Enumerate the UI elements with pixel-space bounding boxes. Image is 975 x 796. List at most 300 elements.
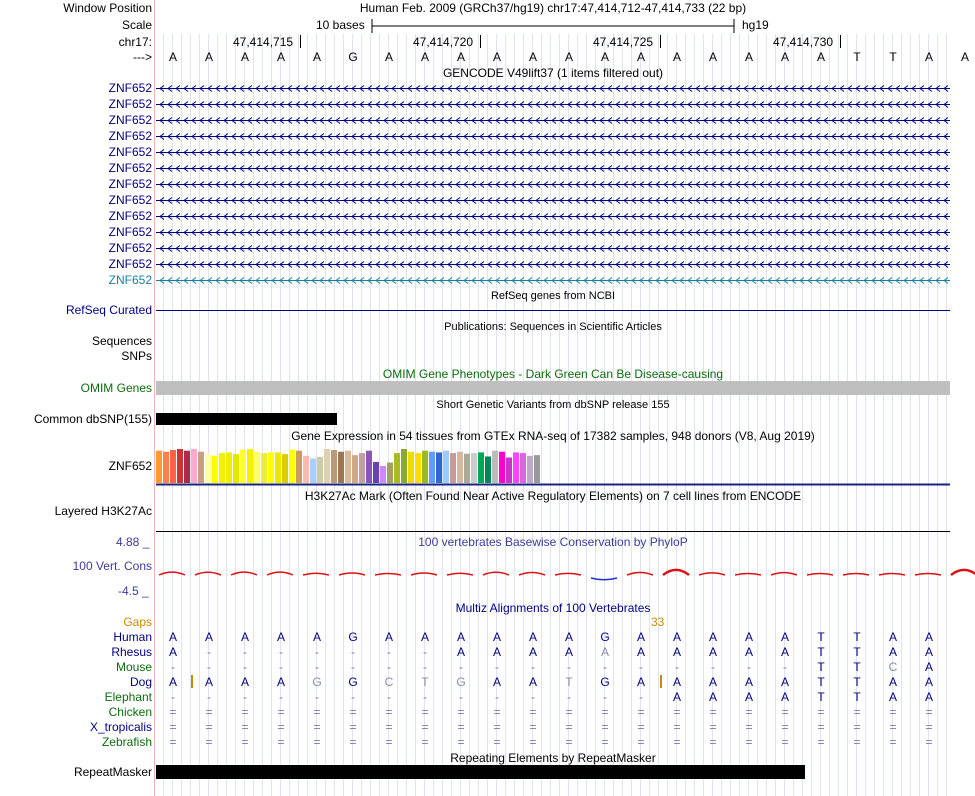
alignment-base: = xyxy=(529,705,537,719)
alignment-base: = xyxy=(673,735,681,749)
snps-label[interactable]: SNPs xyxy=(121,349,152,363)
phylop-score-mark xyxy=(267,572,293,575)
gtex-tissue-bar xyxy=(478,452,484,483)
alignment-base: A xyxy=(420,630,429,644)
position-tick-1: 47,414,715 xyxy=(233,35,294,49)
gtex-tissue-bar xyxy=(380,466,386,483)
alignment-base: = xyxy=(493,720,501,734)
alignment-base: - xyxy=(423,690,427,704)
repeatmasker-label[interactable]: RepeatMasker xyxy=(73,765,152,779)
gencode-gene-label[interactable]: ZNF652 xyxy=(108,177,152,191)
alignment-base: A xyxy=(492,645,501,659)
alignment-base: A xyxy=(744,630,753,644)
phylop-score-mark xyxy=(303,573,329,575)
phylop-score-mark xyxy=(699,573,725,575)
alignment-base: = xyxy=(241,735,249,749)
alignment-base: A xyxy=(924,645,933,659)
alignment-base: T xyxy=(817,645,825,659)
repeatmasker-track-title: Repeating Elements by RepeatMasker xyxy=(450,751,656,765)
alignment-base: - xyxy=(639,690,643,704)
gencode-transcript[interactable] xyxy=(156,273,950,287)
alignment-base: - xyxy=(351,690,355,704)
phylop-score-mark xyxy=(483,572,509,575)
dbsnp-label[interactable]: Common dbSNP(155) xyxy=(33,412,152,426)
refseq-label[interactable]: RefSeq Curated xyxy=(65,303,152,317)
alignment-base: = xyxy=(925,720,933,734)
gtex-tissue-bar xyxy=(422,451,428,483)
conservation-max: 4.88 _ xyxy=(116,535,150,549)
gtex-label[interactable]: ZNF652 xyxy=(108,459,152,473)
position-tick-2: 47,414,720 xyxy=(413,35,474,49)
alignment-base: - xyxy=(675,660,679,674)
alignment-base: - xyxy=(639,660,643,674)
alignment-base: T xyxy=(853,690,861,704)
alignment-base: G xyxy=(348,675,358,689)
conservation-track-title: 100 vertebrates Basewise Conservation by PhyloP xyxy=(418,535,688,549)
alignment-base: = xyxy=(457,705,465,719)
alignment-base: A xyxy=(780,690,789,704)
phylop-score-mark xyxy=(879,574,905,576)
species-label[interactable]: X_tropicalis xyxy=(89,720,152,734)
alignment-base: = xyxy=(205,720,213,734)
gtex-tissue-bar xyxy=(303,456,309,483)
alignment-base: = xyxy=(709,720,717,734)
alignment-base: = xyxy=(601,735,609,749)
alignment-base: = xyxy=(673,705,681,719)
reference-base: A xyxy=(780,50,789,64)
gtex-tissue-bar xyxy=(527,456,533,483)
phylop-score-mark xyxy=(231,572,257,575)
phylop-score-mark xyxy=(339,573,365,575)
reference-base: A xyxy=(672,50,681,64)
alignment-base: - xyxy=(279,690,283,704)
alignment-base: - xyxy=(459,660,463,674)
gtex-tissue-bar xyxy=(394,453,400,483)
alignment-base: = xyxy=(457,720,465,734)
gtex-tissue-bar xyxy=(331,450,337,483)
gencode-transcript[interactable] xyxy=(156,193,950,207)
alignment-base: = xyxy=(493,735,501,749)
gtex-tissue-bar xyxy=(247,449,253,483)
gtex-tissue-bar xyxy=(359,453,365,483)
gtex-tissue-bar xyxy=(163,452,169,483)
alignment-base: = xyxy=(313,705,321,719)
alignment-base: A xyxy=(528,675,537,689)
gencode-transcript[interactable] xyxy=(156,257,950,271)
h3k27ac-baseline xyxy=(156,531,950,532)
species-label[interactable]: Chicken xyxy=(108,705,152,719)
gencode-transcript[interactable] xyxy=(156,241,950,255)
omim-bar[interactable] xyxy=(156,381,950,395)
gtex-tissue-bar xyxy=(240,450,246,483)
reference-base: A xyxy=(636,50,645,64)
alignment-base: - xyxy=(387,660,391,674)
conservation-label[interactable]: 100 Vert. Cons xyxy=(72,559,152,573)
gtex-tissue-bar xyxy=(184,451,190,483)
gtex-tissue-bar xyxy=(345,451,351,483)
position-tick-3: 47,414,725 xyxy=(593,35,654,49)
alignment-base: - xyxy=(171,660,175,674)
alignment-base: A xyxy=(492,630,501,644)
alignment-base: = xyxy=(385,705,393,719)
alignment-base: A xyxy=(384,630,393,644)
alignment-base: A xyxy=(708,675,717,689)
phylop-score-mark xyxy=(951,570,975,575)
alignment-base: T xyxy=(817,675,825,689)
gtex-tissue-bar xyxy=(296,451,302,483)
gtex-tissue-bar xyxy=(366,451,372,483)
position-tick-4: 47,414,730 xyxy=(773,35,834,49)
gtex-tissue-bar xyxy=(268,452,274,483)
gtex-tissue-bar xyxy=(464,454,470,483)
alignment-base: - xyxy=(603,660,607,674)
gtex-tissue-bar xyxy=(282,454,288,483)
gencode-gene-label[interactable]: ZNF652 xyxy=(108,81,152,95)
phylop-score-mark xyxy=(663,570,689,575)
alignment-base: T xyxy=(421,675,429,689)
alignment-base: - xyxy=(423,660,427,674)
alignment-base: A xyxy=(672,675,681,689)
gtex-tissue-bar xyxy=(499,452,505,483)
phylop-score-mark xyxy=(195,572,221,575)
alignment-base: A xyxy=(780,645,789,659)
gencode-transcript[interactable] xyxy=(156,145,950,159)
alignment-base: = xyxy=(241,720,249,734)
phylop-score-mark xyxy=(555,573,581,575)
alignment-base: = xyxy=(241,705,249,719)
gtex-tissue-bar xyxy=(429,452,435,483)
alignment-base: = xyxy=(637,705,645,719)
alignment-base: A xyxy=(708,645,717,659)
gencode-gene-label[interactable]: ZNF652 xyxy=(108,97,152,111)
alignment-base: - xyxy=(495,690,499,704)
alignment-base: = xyxy=(169,735,177,749)
alignment-base: = xyxy=(493,705,501,719)
alignment-base: A xyxy=(636,675,645,689)
alignment-base: A xyxy=(924,630,933,644)
reference-base: A xyxy=(312,50,321,64)
phylop-score-mark xyxy=(519,572,545,575)
gaps-label[interactable]: Gaps xyxy=(123,615,152,629)
alignment-base: A xyxy=(744,690,753,704)
gtex-tissue-bar xyxy=(415,453,421,483)
scale-bar xyxy=(370,16,740,36)
species-label[interactable]: Mouse xyxy=(115,660,152,674)
species-label[interactable]: Zebrafish xyxy=(101,735,152,749)
gencode-gene-label[interactable]: ZNF652 xyxy=(108,145,152,159)
alignment-base: = xyxy=(529,720,537,734)
gtex-tissue-bar xyxy=(191,449,197,483)
alignment-base: - xyxy=(171,690,175,704)
gencode-transcript[interactable] xyxy=(156,81,950,95)
alignment-base: = xyxy=(277,720,285,734)
reference-base: T xyxy=(889,50,897,64)
alignment-base: = xyxy=(781,720,789,734)
alignment-base: = xyxy=(853,720,861,734)
gtex-tissue-bar xyxy=(233,454,239,483)
alignment-base: A xyxy=(744,675,753,689)
strand-label: ---> xyxy=(133,50,152,64)
alignment-base: = xyxy=(745,735,753,749)
alignment-base: = xyxy=(889,720,897,734)
alignment-base: A xyxy=(204,630,213,644)
alignment-base: - xyxy=(567,660,571,674)
alignment-base: A xyxy=(240,675,249,689)
gtex-tissue-bar xyxy=(513,452,519,483)
gtex-tissue-bar xyxy=(534,455,540,483)
gap-marker xyxy=(191,675,193,688)
reference-base: A xyxy=(600,50,609,64)
phylop-score-mark xyxy=(771,573,797,575)
gencode-gene-label[interactable]: ZNF652 xyxy=(108,225,152,239)
phylop-score-mark xyxy=(411,573,437,575)
gtex-tissue-bar xyxy=(436,452,442,483)
refseq-track-title: RefSeq genes from NCBI xyxy=(490,290,616,302)
gtex-tissue-bar xyxy=(373,462,379,483)
gencode-transcript[interactable] xyxy=(156,209,950,223)
alignment-base: - xyxy=(351,660,355,674)
alignment-base: A xyxy=(924,690,933,704)
alignment-base: = xyxy=(277,735,285,749)
alignment-base: T xyxy=(853,630,861,644)
alignment-base: A xyxy=(528,645,537,659)
alignment-base: = xyxy=(817,720,825,734)
alignment-base: = xyxy=(349,705,357,719)
reference-base: A xyxy=(744,50,753,64)
gtex-tissue-bar xyxy=(338,452,344,483)
alignment-base: A xyxy=(888,645,897,659)
gencode-transcript[interactable] xyxy=(156,177,950,191)
omim-track-title: OMIM Gene Phenotypes - Dark Green Can Be Disease-causing xyxy=(382,367,724,381)
gtex-tissue-bar xyxy=(254,452,260,483)
species-label[interactable]: Dog xyxy=(129,675,152,689)
alignment-base: = xyxy=(565,735,573,749)
species-label[interactable]: Elephant xyxy=(104,690,152,704)
gtex-tissue-bar xyxy=(450,453,456,483)
alignment-base: - xyxy=(279,645,283,659)
reference-base: A xyxy=(384,50,393,64)
alignment-base: A xyxy=(168,630,177,644)
alignment-base: T xyxy=(853,675,861,689)
alignment-base: = xyxy=(457,735,465,749)
reference-base: A xyxy=(816,50,825,64)
alignment-base: A xyxy=(636,645,645,659)
alignment-base: = xyxy=(421,705,429,719)
alignment-base: A xyxy=(492,675,501,689)
sequences-label[interactable]: Sequences xyxy=(91,334,152,348)
alignment-base: = xyxy=(781,735,789,749)
reference-base: A xyxy=(924,50,933,64)
alignment-base: C xyxy=(888,660,898,674)
chrom-label: chr17: xyxy=(118,35,152,49)
gtex-tissue-bar xyxy=(198,452,204,483)
reference-base: A xyxy=(960,50,969,64)
alignment-base: - xyxy=(747,660,751,674)
phylop-score-mark xyxy=(627,572,653,575)
gencode-transcript[interactable] xyxy=(156,97,950,111)
alignment-base: - xyxy=(351,645,355,659)
repeatmasker-feature[interactable] xyxy=(156,765,805,779)
omim-label[interactable]: OMIM Genes xyxy=(80,381,152,395)
alignment-base: - xyxy=(315,645,319,659)
alignment-base: A xyxy=(204,675,213,689)
alignment-base: A xyxy=(276,675,285,689)
gencode-transcript[interactable] xyxy=(156,161,950,175)
gencode-gene-label[interactable]: ZNF652 xyxy=(108,209,152,223)
alignment-base: A xyxy=(672,630,681,644)
alignment-base: - xyxy=(531,690,535,704)
alignment-base: - xyxy=(423,645,427,659)
gencode-gene-label[interactable]: ZNF652 xyxy=(108,161,152,175)
alignment-base: A xyxy=(672,645,681,659)
alignment-base: - xyxy=(315,660,319,674)
alignment-base: = xyxy=(673,720,681,734)
alignment-base: A xyxy=(708,630,717,644)
alignment-base: A xyxy=(240,630,249,644)
alignment-base: = xyxy=(205,735,213,749)
gtex-tissue-bar xyxy=(324,449,330,483)
alignment-base: = xyxy=(385,735,393,749)
alignment-base: C xyxy=(384,675,394,689)
alignment-base: - xyxy=(567,690,571,704)
alignment-base: T xyxy=(853,660,861,674)
species-label[interactable]: Human xyxy=(113,630,152,644)
alignment-base: = xyxy=(421,720,429,734)
gtex-chart[interactable] xyxy=(0,443,950,487)
alignment-base: - xyxy=(207,690,211,704)
alignment-base: = xyxy=(637,720,645,734)
dbsnp-track-title: Short Genetic Variants from dbSNP release 155 xyxy=(436,399,670,411)
alignment-base: A xyxy=(888,675,897,689)
alignment-base: G xyxy=(456,675,466,689)
alignment-base: A xyxy=(312,630,321,644)
alignment-base: A xyxy=(564,630,573,644)
alignment-base: A xyxy=(924,675,933,689)
alignment-base: = xyxy=(205,705,213,719)
phylop-score-mark xyxy=(807,574,833,576)
alignment-base: A xyxy=(528,630,537,644)
alignment-base: = xyxy=(565,705,573,719)
alignment-base: - xyxy=(387,690,391,704)
gencode-gene-label[interactable]: ZNF652 xyxy=(108,193,152,207)
gencode-transcript[interactable] xyxy=(156,113,950,127)
reference-base: A xyxy=(420,50,429,64)
dbsnp-feature[interactable] xyxy=(156,413,337,425)
conservation-min: -4.5 _ xyxy=(118,584,149,598)
gencode-transcript[interactable] xyxy=(156,225,950,239)
alignment-base: - xyxy=(207,660,211,674)
position-ticks xyxy=(0,34,950,50)
alignment-base: A xyxy=(456,630,465,644)
alignment-base: = xyxy=(169,720,177,734)
alignment-base: = xyxy=(385,720,393,734)
phylop-score-mark xyxy=(375,574,401,576)
alignment-base: - xyxy=(207,645,211,659)
reference-base: A xyxy=(456,50,465,64)
alignment-base: = xyxy=(925,705,933,719)
alignment-base: A xyxy=(168,675,177,689)
alignment-base: A xyxy=(744,645,753,659)
gencode-gene-label[interactable]: ZNF652 xyxy=(108,257,152,271)
alignment-base: - xyxy=(243,645,247,659)
gtex-tissue-bar xyxy=(177,449,183,483)
gtex-track-title: Gene Expression in 54 tissues from GTEx RNA-seq of 17382 samples, 948 donors (V8, Aug 2019) xyxy=(291,429,815,443)
alignment-base: = xyxy=(745,720,753,734)
gtex-tissue-bar xyxy=(485,456,491,483)
reference-base: A xyxy=(564,50,573,64)
alignment-base: = xyxy=(709,735,717,749)
alignment-base: A xyxy=(564,645,573,659)
reference-base: A xyxy=(528,50,537,64)
alignment-base: A xyxy=(168,645,177,659)
gtex-tissue-bar xyxy=(317,457,323,483)
alignment-base: T xyxy=(565,675,573,689)
phylop-score-mark xyxy=(735,574,761,576)
gtex-tissue-bar xyxy=(492,451,498,483)
gtex-tissue-bar xyxy=(205,454,211,483)
species-label[interactable]: Rhesus xyxy=(111,645,152,659)
alignment-base: = xyxy=(709,705,717,719)
h3k27ac-track-title: H3K27Ac Mark (Often Found Near Active Regulatory Elements) on 7 cell lines from ENCODE xyxy=(304,489,802,503)
conservation-plot[interactable] xyxy=(0,548,950,598)
gtex-tissue-bar xyxy=(387,463,393,483)
reference-base: A xyxy=(708,50,717,64)
alignment-base: A xyxy=(672,690,681,704)
alignment-base: - xyxy=(315,690,319,704)
gencode-gene-label[interactable]: ZNF652 xyxy=(108,241,152,255)
h3k27ac-label[interactable]: Layered H3K27Ac xyxy=(54,504,152,518)
base-sequence xyxy=(0,50,969,64)
reference-base: T xyxy=(853,50,861,64)
gtex-tissue-bar xyxy=(261,453,267,483)
alignment-base: = xyxy=(313,735,321,749)
alignment-base: A xyxy=(600,645,609,659)
gencode-transcript[interactable] xyxy=(156,129,950,143)
reference-base: A xyxy=(240,50,249,64)
alignment-base: = xyxy=(529,735,537,749)
gtex-tissue-bar xyxy=(219,453,225,483)
multiz-track-title: Multiz Alignments of 100 Vertebrates xyxy=(455,601,651,615)
phylop-score-mark xyxy=(915,574,941,576)
alignment-base: A xyxy=(276,630,285,644)
gencode-gene-label[interactable]: ZNF652 xyxy=(108,113,152,127)
alignment-base: = xyxy=(637,735,645,749)
alignment-base: T xyxy=(817,690,825,704)
phylop-score-mark xyxy=(159,572,185,575)
gtex-tissue-bar xyxy=(443,451,449,483)
reference-base: G xyxy=(348,50,358,64)
gencode-gene-label[interactable]: ZNF652 xyxy=(108,129,152,143)
alignment-base: - xyxy=(459,690,463,704)
alignment-base: - xyxy=(531,660,535,674)
alignment-base: = xyxy=(853,705,861,719)
alignment-base: = xyxy=(889,705,897,719)
reference-base: A xyxy=(168,50,177,64)
gencode-gene-label[interactable]: ZNF652 xyxy=(108,273,152,287)
scale-db-text: hg19 xyxy=(742,18,769,32)
phylop-score-mark xyxy=(843,574,869,576)
alignment-base: = xyxy=(421,735,429,749)
alignment-base: T xyxy=(853,645,861,659)
assembly-title: Human Feb. 2009 (GRCh37/hg19) chr17:47,414,712-47,414,733 (22 bp) xyxy=(359,1,747,15)
reference-base: A xyxy=(276,50,285,64)
alignment-base: G xyxy=(312,675,322,689)
phylop-score-mark xyxy=(591,578,617,580)
alignment-base: T xyxy=(817,660,825,674)
alignment-base: - xyxy=(603,690,607,704)
alignment-base: = xyxy=(169,705,177,719)
gap-count: 33 xyxy=(651,615,665,629)
